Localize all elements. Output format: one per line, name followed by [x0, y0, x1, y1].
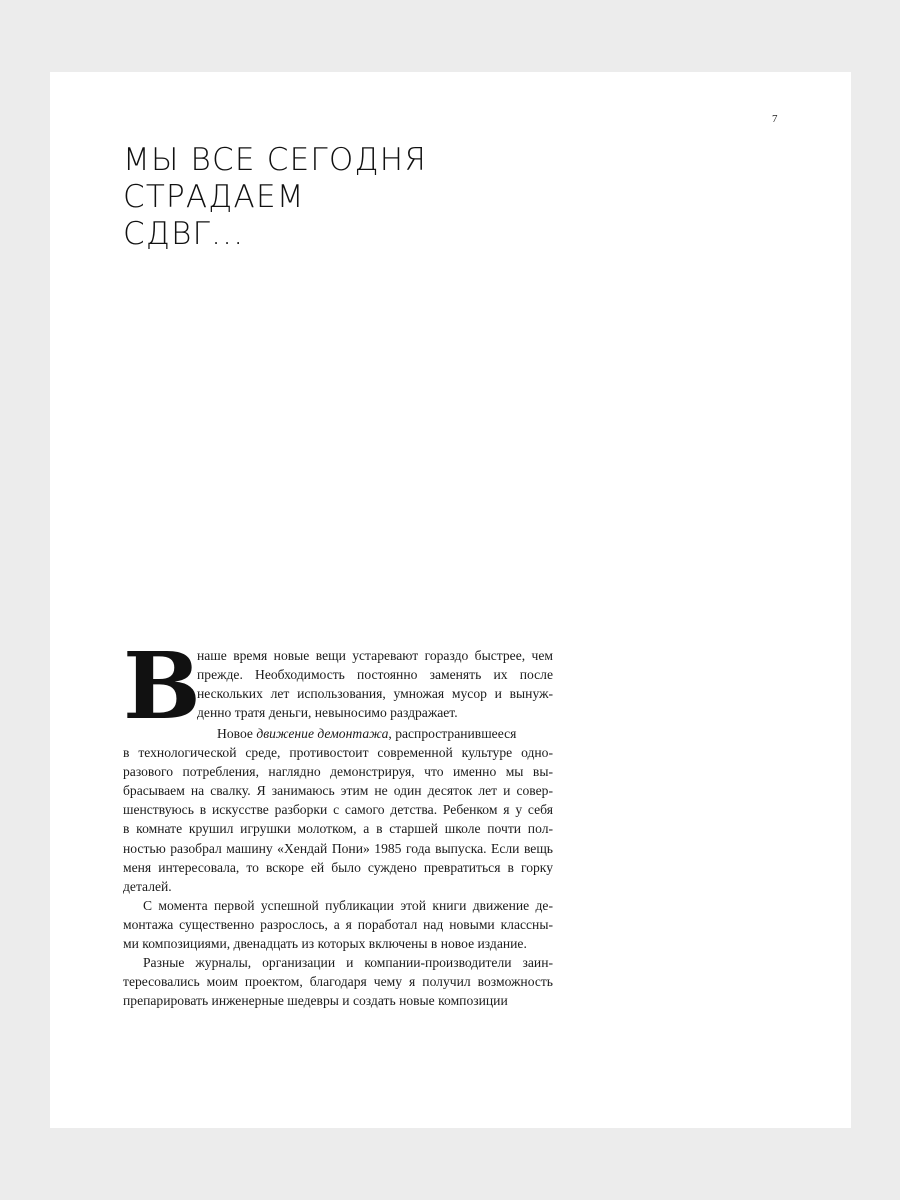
text-line: разового потребления, наглядно демонстрируя, что именно мы вы-: [123, 764, 553, 780]
text-line: прежде. Необходимость постоянно заменять их после: [197, 667, 553, 683]
emphasis-text: движение демонтажа: [256, 726, 389, 741]
paragraph-2: [123, 724, 553, 896]
text-line: тересовались моим проектом, благодаря чему я получил возможность: [123, 974, 553, 990]
text-fragment: , распространившееся: [388, 726, 517, 741]
text-line: в комнате крушил игрушки молотком, а в старшей школе почти пол-: [123, 821, 553, 837]
page-number: 7: [772, 113, 778, 125]
text-line: деталей.: [123, 878, 172, 894]
text-line: денно тратя деньги, невыносимо раздражает.: [197, 705, 458, 721]
title-line-3: СДВГ...: [123, 216, 245, 252]
text-line: наше время новые вещи устаревают гораздо быстрее, чем: [197, 648, 553, 663]
body-text: [123, 632, 553, 1010]
text-line: брасываем на свалку. Я занимаюсь этим не один десяток лет и совер-: [123, 783, 553, 799]
text-line: шенствуюсь в искусстве разборки с самого детства. Ребенком я у себя: [123, 802, 553, 818]
text-line: Разные журналы, организации и компании-производители заин-: [143, 955, 553, 971]
text-line: С момента первой успешной публикации этой книги движение де-: [143, 897, 553, 913]
text-line: ностью разобрал машину «Хендай Пони» 1985 года выпуска. Если вещь: [123, 840, 553, 856]
text-line: ми композициями, двенадцать из которых включены в новое издание.: [123, 936, 527, 952]
text-line: в технологической среде, противостоит современной культуре одно-: [123, 745, 553, 761]
title-line-2: СТРАДАЕМ: [123, 179, 305, 215]
paragraph-3: [123, 896, 553, 953]
book-page: [50, 72, 851, 1128]
text-line: нескольких лет использования, умножая мусор и вынуж-: [197, 686, 553, 702]
title-line-1: МЫ ВСЕ СЕГОДНЯ: [123, 142, 427, 178]
chapter-title: [123, 142, 427, 253]
drop-cap: В: [123, 632, 199, 740]
drop-cap-lines: [197, 646, 553, 722]
paragraph-4: [123, 953, 553, 1010]
text-line: препарировать инженерные шедевры и создать новые композиции: [123, 993, 508, 1009]
text-line: монтажа существенно разрослось, а я поработал над новыми классны-: [123, 916, 553, 932]
text-fragment: Новое: [217, 726, 257, 741]
text-line: меня интересовала, то вскоре ей было суждено превратиться в горку: [123, 859, 553, 875]
